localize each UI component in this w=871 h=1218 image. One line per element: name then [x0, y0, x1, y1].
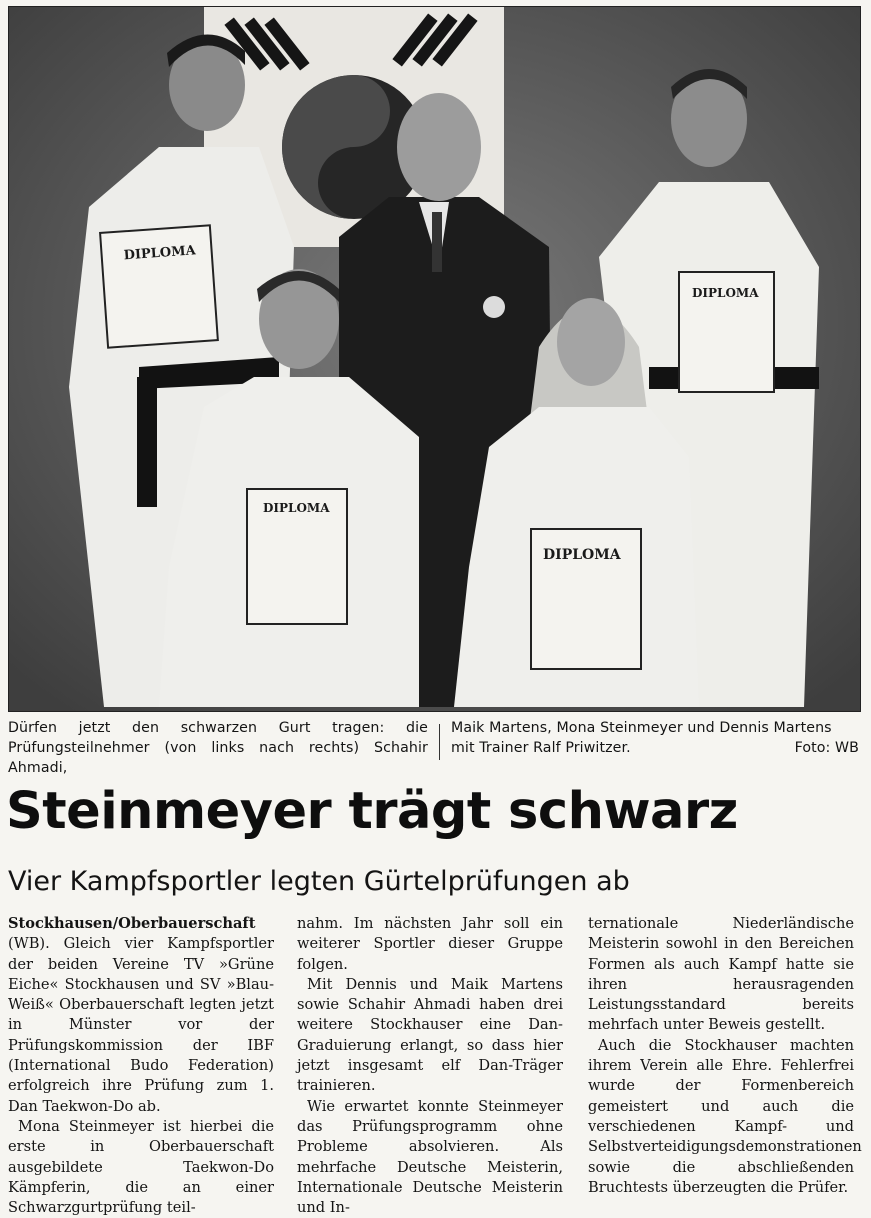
headline: Steinmeyer trägt schwarz	[6, 782, 738, 841]
paragraph-2-end: nahm. Im nächsten Jahr soll ein weiterer Sportler dieser Gruppe folgen.	[297, 915, 563, 973]
paragraph-4-end: ternationale Niederländische Meisterin sowohl in den Bereichen Formen als auch Kampf hatte sie ihren herausragenden Leistungsstandard bereits mehrfach unter Beweis gestellt.	[588, 915, 854, 1034]
group-photo	[8, 6, 861, 712]
diploma-left-label: DIPLOMA	[123, 243, 197, 264]
paragraph-4-start: Wie erwartet konnte Steinmeyer das Prüfungsprogramm ohne Probleme absolvieren. Als mehrfache Deutsche Meisterin, Internationale Deutsche Meisterin und In-	[297, 1097, 563, 1217]
caption-left: Dürfen jetzt den schwarzen Gurt tragen: die Prüfungsteilnehmer (von links nach rechts) Schahir Ahmadi,	[8, 720, 428, 776]
diploma-left	[100, 225, 218, 347]
photo-caption	[8, 718, 859, 776]
dateline: Stockhausen/Oberbauerschaft	[8, 915, 256, 932]
diploma-right	[679, 272, 774, 392]
diploma-center-right	[531, 529, 641, 669]
photo-credit: Foto: WB	[794, 740, 859, 756]
caption-right: Maik Martens, Mona Steinmeyer und Dennis Martens mit Trainer Ralf Priwitzer.	[451, 720, 832, 756]
paragraph-3: Mit Dennis und Maik Martens sowie Schahir Ahmadi haben drei weitere Stockhauser eine Dan-Graduierung erlangt, so dass hier jetzt insgesamt elf Dan-Träger trainieren.	[297, 975, 563, 1095]
diploma-center-left-label: DIPLOMA	[263, 501, 330, 515]
subheadline: Vier Kampfsportler legten Gürtelprüfungen ab	[8, 866, 630, 897]
article-column-1	[8, 914, 274, 1218]
paragraph-1-text: (WB). Gleich vier Kampfsportler der beiden Vereine TV »Grüne Eiche« Stockhausen und SV »Blau-Weiß« Oberbauerschaft legten jetzt in Münster vor der Prüfungskommission der IBF (International Budo Federation) erfolgreich ihre Prüfung zum 1. Dan Taekwon-Do ab.	[8, 935, 274, 1115]
caption-divider	[439, 724, 440, 760]
diploma-center-left	[247, 489, 347, 624]
diploma-center-right-label: DIPLOMA	[543, 547, 621, 563]
paragraph-2-start: Mona Steinmeyer ist hierbei die erste in Oberbauerschaft ausgebildete Taekwon-Do Kämpferin, die an einer Schwarzgurtprüfung teil-	[8, 1117, 274, 1217]
paragraph-5: Auch die Stockhauser machten ihrem Verein alle Ehre. Fehlerfrei wurde der Formenbereich gemeistert und auch die verschiedenen Kampf- und Selbstverteidigungsdemonstrationen sowie die abschließenden Bruchtests überzeugten die Prüfer.	[588, 1036, 862, 1196]
article-column-3	[588, 914, 862, 1198]
paragraph-1	[8, 914, 274, 1117]
diploma-right-label: DIPLOMA	[692, 286, 759, 300]
article-column-2	[297, 914, 563, 1218]
